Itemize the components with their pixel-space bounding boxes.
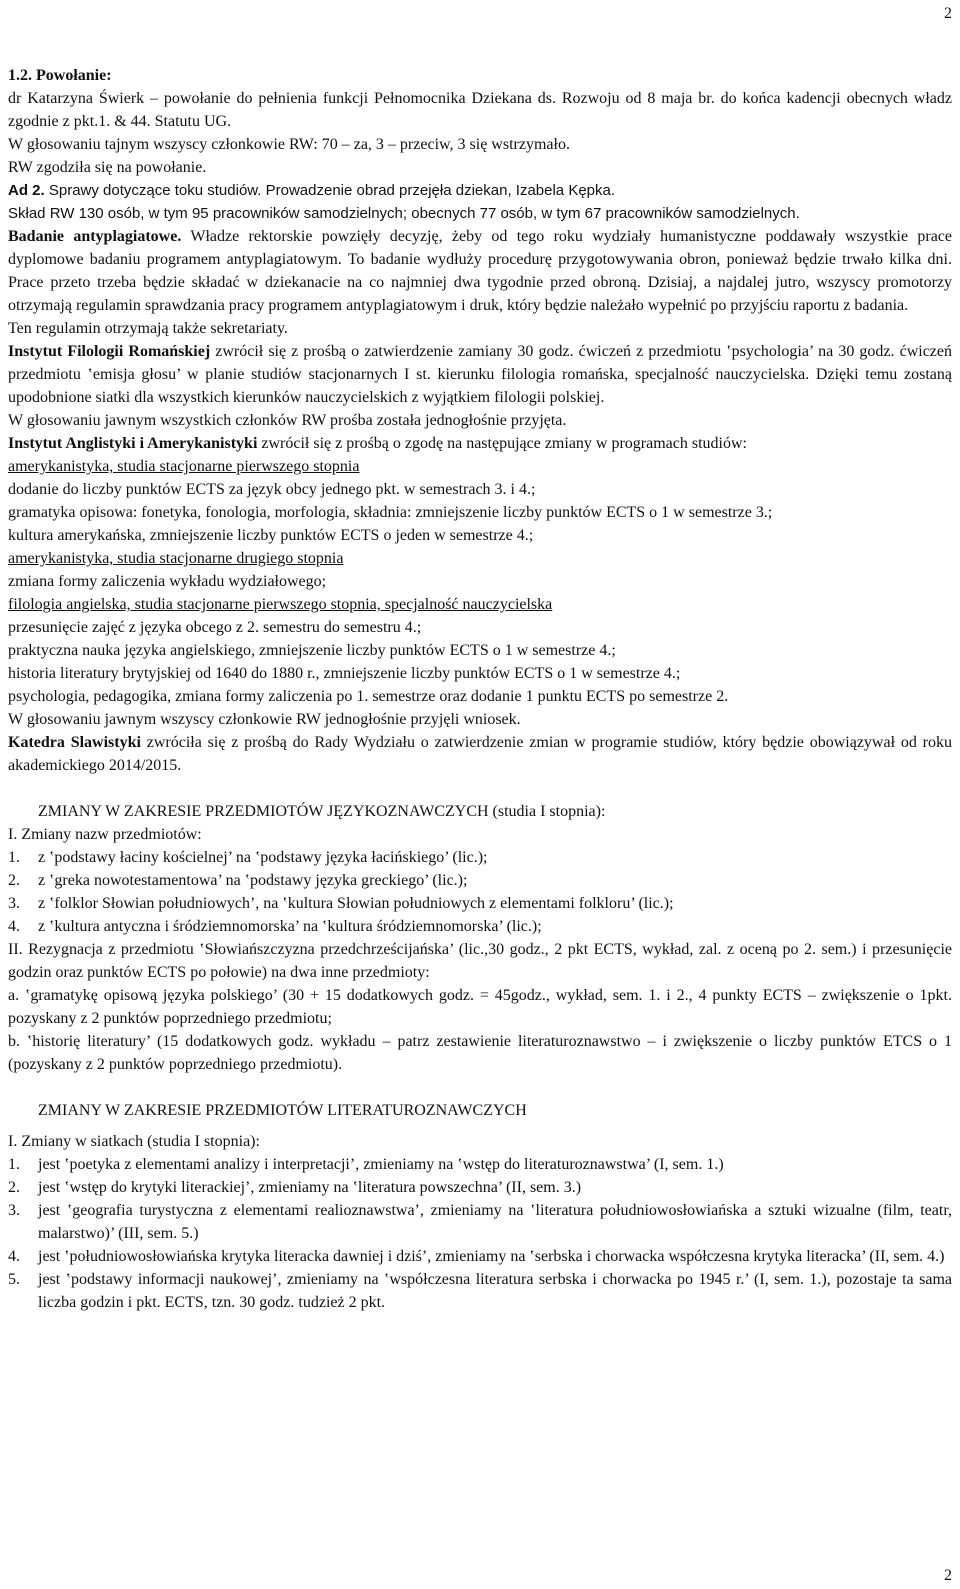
- appointment-text: dr Katarzyna Świerk – powołanie do pełnienia funkcji Pełnomocnika Dziekana ds. Rozwoju od 8 maja br. do końca kadencji obecnych władz zgodnie z pkt.1. & 44. Statutu UG.: [8, 90, 952, 130]
- change-item: zmiana formy zaliczenia wykładu wydziałowego;: [8, 573, 327, 590]
- list-item: 1. jest ‛poetyka z elementami analizy i interpretacji’, zmieniamy na ‛wstęp do literaturoznawstwa’ (I, sem. 1.): [8, 1156, 724, 1173]
- list-item: 2. jest ‛wstęp do krytyki literackiej’, zmieniamy na ‛literatura powszechna’ (II, sem. 3.): [8, 1179, 582, 1196]
- antiplagiarism-text: Władze rektorskie powzięły decyzję, żeby od tego roku wydziały humanistyczne poddawały wszystkie prace dyplomowe badaniu programem antyplagiatowym. To badanie wydłuży procedurę przygotowywania obron, ponieważ będzie trwało kilka dni. Prace przeto trzeba będzie składać w dziekanacie na co najmniej dwa tygodnie przed obroną. Dzisiaj, a najdalej jutro, wszyscy promotorzy otrzymają regulamin sprawdzania pracy programem antyplagiatowym i druk, który będzie należało wypełnić po przyjściu raportu z badania.: [8, 228, 953, 314]
- list-item: 4. jest ‛południowosłowiańska krytyka literacka dawniej i dziś’, zmieniamy na ‛serbska i chorwacka współczesna krytyka literacka’ (II, sem. 4.): [8, 1248, 945, 1265]
- linguistics-subheading: I. Zmiany nazw przedmiotów:: [8, 826, 202, 843]
- change-item: gramatyka opisowa: fonetyka, fonologia, morfologia, składnia: zmniejszenie liczby punktów ECTS o 1 w semestrze 3.;: [8, 504, 773, 521]
- change-item: kultura amerykańska, zmniejszenie liczby punktów ECTS o jeden w semestrze 4.;: [8, 527, 534, 544]
- appointment-approved: RW zgodziła się na powołanie.: [8, 159, 207, 176]
- page-number: 2: [944, 5, 952, 22]
- list-item: 2. z ‛greka nowotestamentowa’ na ‛podstawy języka greckiego’ (lic.);: [8, 872, 468, 889]
- spacer: [8, 1076, 952, 1099]
- antiplagiarism-paragraph: [8, 225, 952, 317]
- linguistics-point-a: a. ‛gramatykę opisową języka polskiego’ (30 + 15 dodatkowych godz. = 45godz., wykład, sem. 1. i 2., 4 punkty ECTS – zwiększenie o 1pkt. pozyskany z 2 punktów poprzedniego przedmiotu;: [8, 987, 952, 1027]
- agenda-item-2: [8, 179, 952, 202]
- literature-heading: ZMIANY W ZAKRESIE PRZEDMIOTÓW LITERATUROZNAWCZYCH: [38, 1102, 527, 1119]
- change-item: praktyczna nauka języka angielskiego, zmniejszenie liczby punktów ECTS o 1 w semestrze 4.;: [8, 642, 616, 659]
- list-item: 5. jest ‛podstawy informacji naukowej’, zmieniamy na ‛współczesna literatura serbska i chorwacka po 1945 r.’ (I, sem. 1.), pozostaje ta sama liczba godzin i pkt. ECTS, tzn. 30 godz. tudzież 2 pkt.: [8, 1271, 952, 1311]
- american-ma-heading: amerykanistyka, studia stacjonarne drugiego stopnia: [8, 550, 344, 567]
- english-text: zwrócił się z prośbą o zgodę na następujące zmiany w programach studiów:: [257, 435, 747, 452]
- romance-label: Instytut Filologii Romańskiej: [8, 343, 211, 360]
- slavic-label: Katedra Slawistyki: [8, 734, 141, 751]
- change-item: dodanie do liczby punktów ECTS za język obcy jednego pkt. w semestrach 3. i 4.;: [8, 481, 536, 498]
- american-ba-heading: amerykanistyka, studia stacjonarne pierwszego stopnia: [8, 458, 360, 475]
- slavic-text: zwróciła się z prośbą do Rady Wydziału o zatwierdzenie zmian w programie studiów, który będzie obowiązywał od roku akademickiego 2014/2015.: [8, 734, 952, 774]
- literature-subheading: I. Zmiany w siatkach (studia I stopnia):: [8, 1133, 260, 1150]
- slavic-paragraph: [8, 731, 952, 777]
- romance-text: zwrócił się z prośbą o zatwierdzenie zamiany 30 godz. ćwiczeń z przedmiotu ‛psychologia’ na 30 godz. ćwiczeń przedmiotu ‛emisja głosu’ w planie studiów stacjonarnych I st. kierunku filologia romańska, specjalność nauczycielska. Dzięki temu zostaną upodobnione siatki dla wszystkich kierunków nauczycielskich z wyjątkiem filologii polskiej.: [8, 343, 953, 406]
- document-body: [8, 64, 952, 1314]
- agenda-text: Sprawy dotyczące toku studiów. Prowadzenie obrad przejęła dziekan, Izabela Kępka.: [44, 182, 616, 199]
- list-item: 3. jest ‛geografia turystyczna z elementami realioznawstwa’, zmieniamy na ‛literatura południowosłowiańska a sztuki wizualne (film, teatr, malarstwo)’ (III, sem. 5.): [8, 1202, 952, 1242]
- linguistics-heading: ZMIANY W ZAKRESIE PRZEDMIOTÓW JĘZYKOZNAWCZYCH (studia I stopnia):: [38, 803, 606, 820]
- antiplagiarism-tail: Ten regulamin otrzymają także sekretariaty.: [8, 320, 288, 337]
- antiplagiarism-label: Badanie antyplagiatowe.: [8, 228, 182, 245]
- appointment-vote: W głosowaniu tajnym wszyscy członkowie RW: 70 – za, 3 – przeciw, 3 się wstrzymało.: [8, 136, 570, 153]
- romance-paragraph: [8, 340, 952, 409]
- page-number-bottom: 2: [944, 1567, 952, 1584]
- english-paragraph: [8, 432, 952, 455]
- agenda-label: Ad 2.: [8, 182, 45, 199]
- change-item: historia literatury brytyjskiej od 1640 do 1880 r., zmniejszenie liczby punktów ECTS o 1 w semestrze 4.;: [8, 665, 681, 682]
- english-vote: W głosowaniu jawnym wszyscy członkowie RW jednogłośnie przyjęli wniosek.: [8, 711, 521, 728]
- document-page: [8, 0, 952, 1589]
- linguistics-resignation: II. Rezygnacja z przedmiotu ‛Słowiańszczyzna przedchrześcijańska’ (lic.,30 godz., 2 pkt ECTS, wykład, zal. z oceną po 2. sem.) i przesunięcie godzin oraz punktów ECTS po połowie) na dwa inne przedmioty:: [8, 941, 952, 981]
- english-ba-heading: filologia angielska, studia stacjonarne pierwszego stopnia, specjalność nauczycielska: [8, 596, 553, 613]
- list-item: 4. z ‛kultura antyczna i śródziemnomorska’ na ‛kultura śródziemnomorska’ (lic.);: [8, 918, 542, 935]
- list-item: 1. z ‛podstawy łaciny kościelnej’ na ‛podstawy języka łacińskiego’ (lic.);: [8, 849, 488, 866]
- council-composition: Skład RW 130 osób, w tym 95 pracowników samodzielnych; obecnych 77 osób, w tym 67 pracowników samodzielnych.: [8, 205, 800, 222]
- romance-vote: W głosowaniu jawnym wszystkich członków RW prośba została jednogłośnie przyjęta.: [8, 412, 567, 429]
- section-heading-appointment: 1.2. Powołanie:: [8, 67, 112, 84]
- spacer: [8, 1122, 952, 1130]
- change-item: psychologia, pedagogika, zmiana formy zaliczenia po 1. semestrze oraz dodanie 1 punktu ECTS po semestrze 2.: [8, 688, 729, 705]
- linguistics-point-b: b. ‛historię literatury’ (15 dodatkowych godz. wykładu – patrz zestawienie literaturoznawstwo – i zwiększenie o liczby punktów ETCS o 1 (pozyskany z 2 punktów poprzedniego przedmiotu).: [8, 1033, 952, 1073]
- english-label: Instytut Anglistyki i Amerykanistyki: [8, 435, 258, 452]
- list-item: 3. z ‛folklor Słowian południowych’, na ‛kultura Słowian południowych z elementami folkloru’ (lic.);: [8, 895, 674, 912]
- change-item: przesunięcie zajęć z języka obcego z 2. semestru do semestru 4.;: [8, 619, 422, 636]
- spacer: [8, 777, 952, 800]
